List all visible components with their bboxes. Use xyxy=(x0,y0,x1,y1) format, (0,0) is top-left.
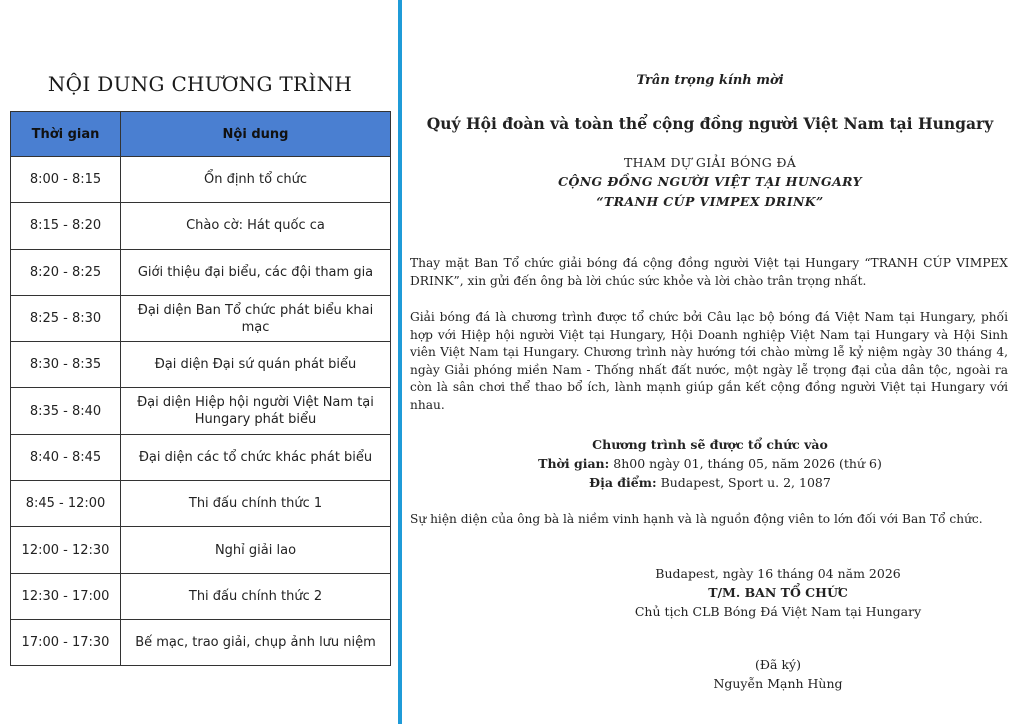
table-row xyxy=(11,342,391,388)
time-cell: 8:40 - 8:45 xyxy=(11,434,121,480)
time-cell: 8:15 - 8:20 xyxy=(11,203,121,249)
time-cell: 12:00 - 12:30 xyxy=(11,527,121,573)
paragraph-description: Giải bóng đá là chương trình được tổ chức bởi Câu lạc bộ bóng đá Việt Nam tại Hungary, phối hợp với Hiệp hội người Việt tại Hungary, Hội Doanh nghiệp Việt Nam tại Hungary và Hội Sinh viên Việt Nam tại Hungary. Chương trình này hướng tới chào mừng lễ kỷ niệm ngày 30 tháng 4, ngày Giải phóng miền Nam - Thống nhất đất nước, một ngày lễ trọng đại của dân tộc, ngoài ra còn là sân chơi thể thao bổ ích, lành mạnh giúp gắn kết cộng đồng người Việt tại Hungary với nhau. xyxy=(410,310,1008,412)
event-title-line-2: “TRANH CÚP VIMPEX DRINK” xyxy=(596,194,824,209)
content-cell: Đại diện Hiệp hội người Việt Nam tại Hungary phát biểu xyxy=(121,388,391,434)
table-header-row xyxy=(11,112,391,157)
table-row xyxy=(11,295,391,341)
program-title: NỘI DUNG CHƯƠNG TRÌNH xyxy=(47,72,353,96)
signed-note: (Đã ký) xyxy=(755,657,801,672)
table-row xyxy=(11,619,391,665)
table-row xyxy=(11,203,391,249)
paragraph-closing: Sự hiện diện của ông bà là niềm vinh hạnh và là nguồn động viên to lớn đối với Ban Tổ chức. xyxy=(410,512,983,526)
header-time: Thời gian xyxy=(11,112,121,157)
panel-divider xyxy=(398,0,402,724)
place-label: Địa điểm: xyxy=(589,475,657,490)
content-cell: Bế mạc, trao giải, chụp ảnh lưu niệm xyxy=(121,619,391,665)
time-cell: 8:35 - 8:40 xyxy=(11,388,121,434)
content-cell: Thi đấu chính thức 2 xyxy=(121,573,391,619)
content-cell: Đại diện các tổ chức khác phát biểu xyxy=(121,434,391,480)
table-row xyxy=(11,157,391,203)
invite-heading: Trân trọng kính mời xyxy=(636,73,784,88)
event-title-line-1: CỘNG ĐỒNG NGƯỜI VIỆT TẠI HUNGARY xyxy=(558,174,862,189)
attend-line: THAM DỰ GIẢI BÓNG ĐÁ xyxy=(623,155,797,170)
time-value: 8h00 ngày 01, tháng 05, năm 2026 (thứ 6) xyxy=(609,456,882,471)
time-cell: 8:20 - 8:25 xyxy=(11,249,121,295)
schedule-heading: Chương trình sẽ được tổ chức vào xyxy=(592,437,828,452)
content-cell: Ổn định tổ chức xyxy=(121,157,391,203)
table-row xyxy=(11,434,391,480)
content-cell: Chào cờ: Hát quốc ca xyxy=(121,203,391,249)
header-content: Nội dung xyxy=(121,112,391,157)
content-cell: Đại diện Đại sứ quán phát biểu xyxy=(121,342,391,388)
organization-line: T/M. BAN TỔ CHỨC xyxy=(708,585,848,600)
content-cell: Nghỉ giải lao xyxy=(121,527,391,573)
table-row xyxy=(11,249,391,295)
time-cell: 8:25 - 8:30 xyxy=(11,295,121,341)
place-line xyxy=(408,475,1012,490)
content-cell: Đại diện Ban Tổ chức phát biểu khai mạc xyxy=(121,295,391,341)
table-row xyxy=(11,527,391,573)
content-cell: Thi đấu chính thức 1 xyxy=(121,481,391,527)
content-cell: Giới thiệu đại biểu, các đội tham gia xyxy=(121,249,391,295)
time-cell: 12:30 - 17:00 xyxy=(11,573,121,619)
table-row xyxy=(11,573,391,619)
time-cell: 8:00 - 8:15 xyxy=(11,157,121,203)
schedule-table xyxy=(10,111,391,666)
paragraph-greeting: Thay mặt Ban Tổ chức giải bóng đá cộng đồng người Việt tại Hungary “TRANH CÚP VIMPEX DRINK”, xin gửi đến ông bà lời chúc sức khỏe và lời chào trân trọng nhất. xyxy=(410,256,1008,288)
place-value: Budapest, Sport u. 2, 1087 xyxy=(656,475,831,490)
time-cell: 17:00 - 17:30 xyxy=(11,619,121,665)
time-label: Thời gian: xyxy=(538,456,610,471)
table-row xyxy=(11,388,391,434)
position-line: Chủ tịch CLB Bóng Đá Việt Nam tại Hungary xyxy=(634,604,922,619)
signer-name: Nguyễn Mạnh Hùng xyxy=(713,676,843,691)
recipients-line: Quý Hội đoàn và toàn thể cộng đồng người Việt Nam tại Hungary xyxy=(426,114,994,133)
time-cell: 8:30 - 8:35 xyxy=(11,342,121,388)
table-row xyxy=(11,481,391,527)
time-cell: 8:45 - 12:00 xyxy=(11,481,121,527)
time-line xyxy=(408,456,1012,471)
date-line: Budapest, ngày 16 tháng 04 năm 2026 xyxy=(655,566,901,581)
